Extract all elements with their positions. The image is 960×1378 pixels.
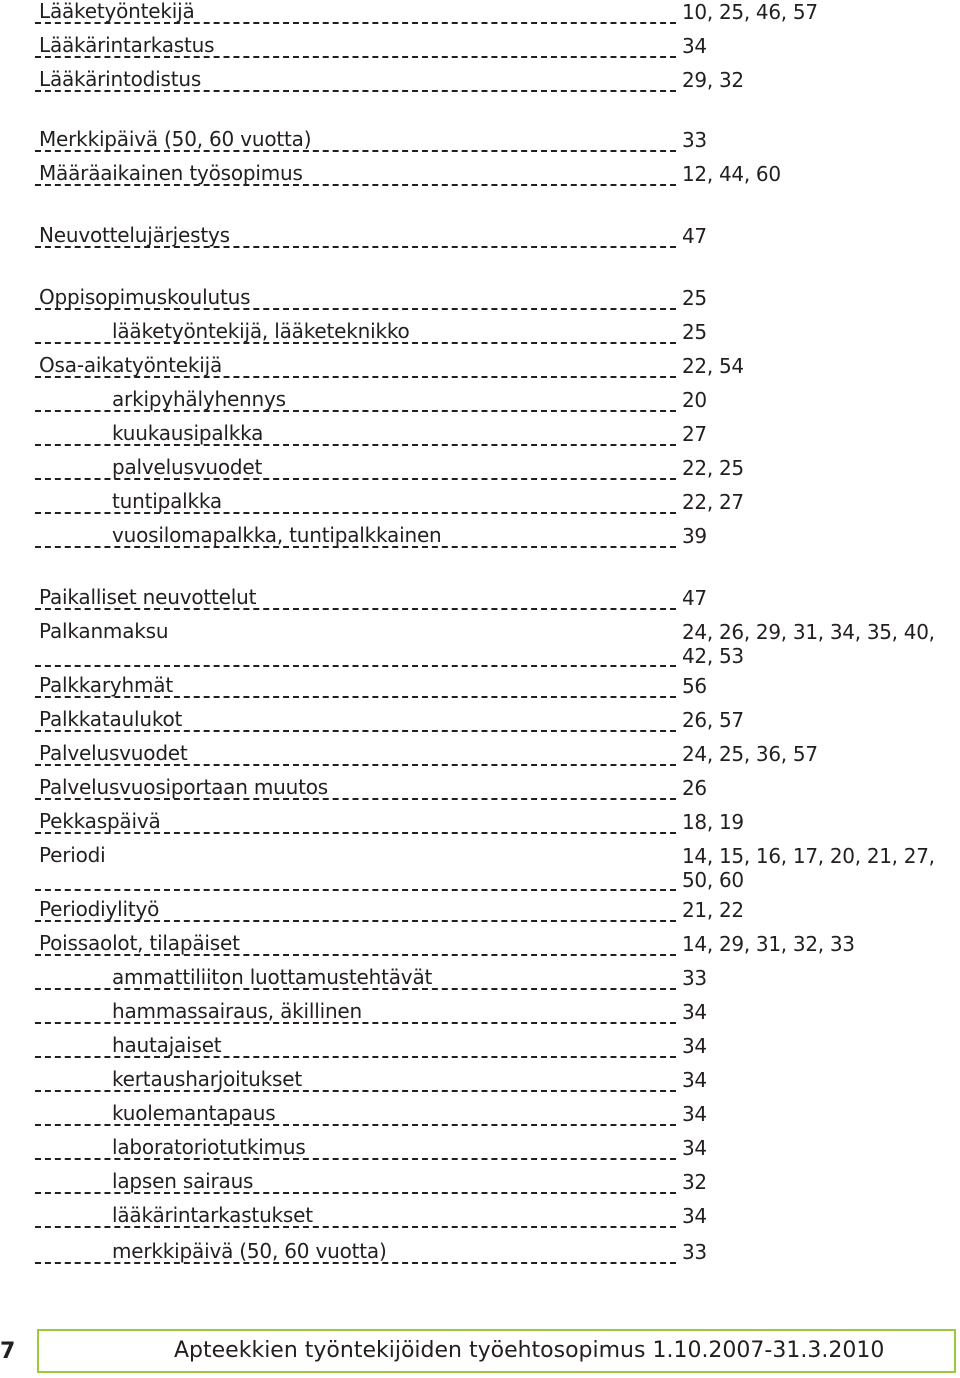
- index-page-refs: 29, 32: [682, 68, 744, 92]
- index-term: Lääkärintarkastus: [39, 33, 215, 57]
- index-page-refs: 22, 25: [682, 456, 744, 480]
- dotted-leader: [35, 889, 676, 891]
- index-subterm: lääkärintarkastukset: [112, 1203, 313, 1227]
- dotted-leader: [35, 1056, 676, 1058]
- index-subterm: lapsen sairaus: [112, 1169, 254, 1193]
- index-page-refs: 34: [682, 1102, 707, 1126]
- index-page-refs: 26: [682, 776, 707, 800]
- index-page-refs: 20: [682, 388, 707, 412]
- index-page-refs: 33: [682, 128, 707, 152]
- index-subterm: lääketyöntekijä, lääketeknikko: [112, 319, 410, 343]
- index-term: Poissaolot, tilapäiset: [39, 931, 240, 955]
- index-term: Lääketyöntekijä: [39, 0, 195, 23]
- index-page-refs: 10, 25, 46, 57: [682, 0, 818, 24]
- index-term: Oppisopimuskoulutus: [39, 285, 251, 309]
- index-term: Määräaikainen työsopimus: [39, 161, 303, 185]
- page-number: 7: [0, 1339, 16, 1364]
- index-term: Osa-aikatyöntekijä: [39, 353, 223, 377]
- index-page-refs: 34: [682, 1136, 707, 1160]
- index-page-refs: 18, 19: [682, 810, 744, 834]
- index-term: Periodi: [39, 843, 106, 867]
- index-page-refs: 34: [682, 34, 707, 58]
- index-term: Merkkipäivä (50, 60 vuotta): [39, 127, 312, 151]
- index-page-refs: 32: [682, 1170, 707, 1194]
- dotted-leader: [35, 1090, 676, 1092]
- index-subterm: kuukausipalkka: [112, 421, 264, 445]
- dotted-leader: [35, 832, 676, 834]
- index-page-refs: 27: [682, 422, 707, 446]
- index-page-refs: 34: [682, 1068, 707, 1092]
- dotted-leader: [35, 150, 676, 152]
- index-page-refs: 39: [682, 524, 707, 548]
- index-subterm: hautajaiset: [112, 1033, 222, 1057]
- index-page-refs: 25: [682, 286, 707, 310]
- dotted-leader: [35, 1226, 676, 1228]
- dotted-leader: [35, 1158, 676, 1160]
- index-page-refs: 34: [682, 1034, 707, 1058]
- footer-title: Apteekkien työntekijöiden työehtosopimus 1.10.2007-31.3.2010: [174, 1338, 885, 1363]
- dotted-leader: [35, 512, 676, 514]
- index-term: Pekkaspäivä: [39, 809, 161, 833]
- index-page-refs: 25: [682, 320, 707, 344]
- dotted-leader: [35, 1022, 676, 1024]
- dotted-leader: [35, 478, 676, 480]
- dotted-leader: [35, 90, 676, 92]
- index-subterm: hammassairaus, äkillinen: [112, 999, 363, 1023]
- index-term: Palvelusvuodet: [39, 741, 188, 765]
- index-subterm: ammattiliiton luottamustehtävät: [112, 965, 433, 989]
- index-term: Palvelusvuosiportaan muutos: [39, 775, 328, 799]
- index-page-refs: 22, 54: [682, 354, 744, 378]
- index-term: Neuvottelujärjestys: [39, 223, 230, 247]
- index-page-refs: 12, 44, 60: [682, 162, 781, 186]
- index-page-refs: 47: [682, 224, 707, 248]
- index-term: Periodiylityö: [39, 897, 160, 921]
- index-term: Paikalliset neuvottelut: [39, 585, 257, 609]
- dotted-leader: [35, 665, 676, 667]
- dotted-leader: [35, 730, 676, 732]
- index-page-refs: 14, 29, 31, 32, 33: [682, 932, 855, 956]
- dotted-leader: [35, 988, 676, 990]
- index-subterm: palvelusvuodet: [112, 455, 263, 479]
- index-page-refs: 26, 57: [682, 708, 744, 732]
- index-subterm: tuntipalkka: [112, 489, 222, 513]
- index-page-refs: 24, 25, 36, 57: [682, 742, 818, 766]
- dotted-leader: [35, 246, 676, 248]
- index-subterm: vuosilomapalkka, tuntipalkkainen: [112, 523, 442, 547]
- index-page-refs: 21, 22: [682, 898, 744, 922]
- index-page-refs: 14, 15, 16, 17, 20, 21, 27, 50, 60: [682, 844, 935, 892]
- footer-banner: [37, 1329, 956, 1373]
- dotted-leader: [35, 608, 676, 610]
- dotted-leader: [35, 1192, 676, 1194]
- dotted-leader: [35, 546, 676, 548]
- dotted-leader: [35, 696, 676, 698]
- index-page-refs: 22, 27: [682, 490, 744, 514]
- dotted-leader: [35, 56, 676, 58]
- dotted-leader: [35, 764, 676, 766]
- dotted-leader: [35, 410, 676, 412]
- dotted-leader: [35, 1124, 676, 1126]
- index-term: Palkkataulukot: [39, 707, 183, 731]
- index-subterm: merkkipäivä (50, 60 vuotta): [112, 1239, 387, 1263]
- dotted-leader: [35, 22, 676, 24]
- index-page-refs: 34: [682, 1000, 707, 1024]
- dotted-leader: [35, 1262, 676, 1264]
- index-subterm: kertausharjoitukset: [112, 1067, 302, 1091]
- dotted-leader: [35, 920, 676, 922]
- index-page-refs: 33: [682, 966, 707, 990]
- index-page-refs: 34: [682, 1204, 707, 1228]
- dotted-leader: [35, 376, 676, 378]
- index-page-refs: 33: [682, 1240, 707, 1264]
- index-subterm: laboratoriotutkimus: [112, 1135, 306, 1159]
- index-subterm: arkipyhälyhennys: [112, 387, 286, 411]
- dotted-leader: [35, 444, 676, 446]
- index-term: Lääkärintodistus: [39, 67, 202, 91]
- index-term: Palkkaryhmät: [39, 673, 173, 697]
- dotted-leader: [35, 798, 676, 800]
- dotted-leader: [35, 342, 676, 344]
- dotted-leader: [35, 954, 676, 956]
- index-subterm: kuolemantapaus: [112, 1101, 276, 1125]
- index-page-refs: 56: [682, 674, 707, 698]
- dotted-leader: [35, 308, 676, 310]
- index-page-refs: 24, 26, 29, 31, 34, 35, 40, 42, 53: [682, 620, 935, 668]
- index-page-refs: 47: [682, 586, 707, 610]
- index-term: Palkanmaksu: [39, 619, 169, 643]
- dotted-leader: [35, 184, 676, 186]
